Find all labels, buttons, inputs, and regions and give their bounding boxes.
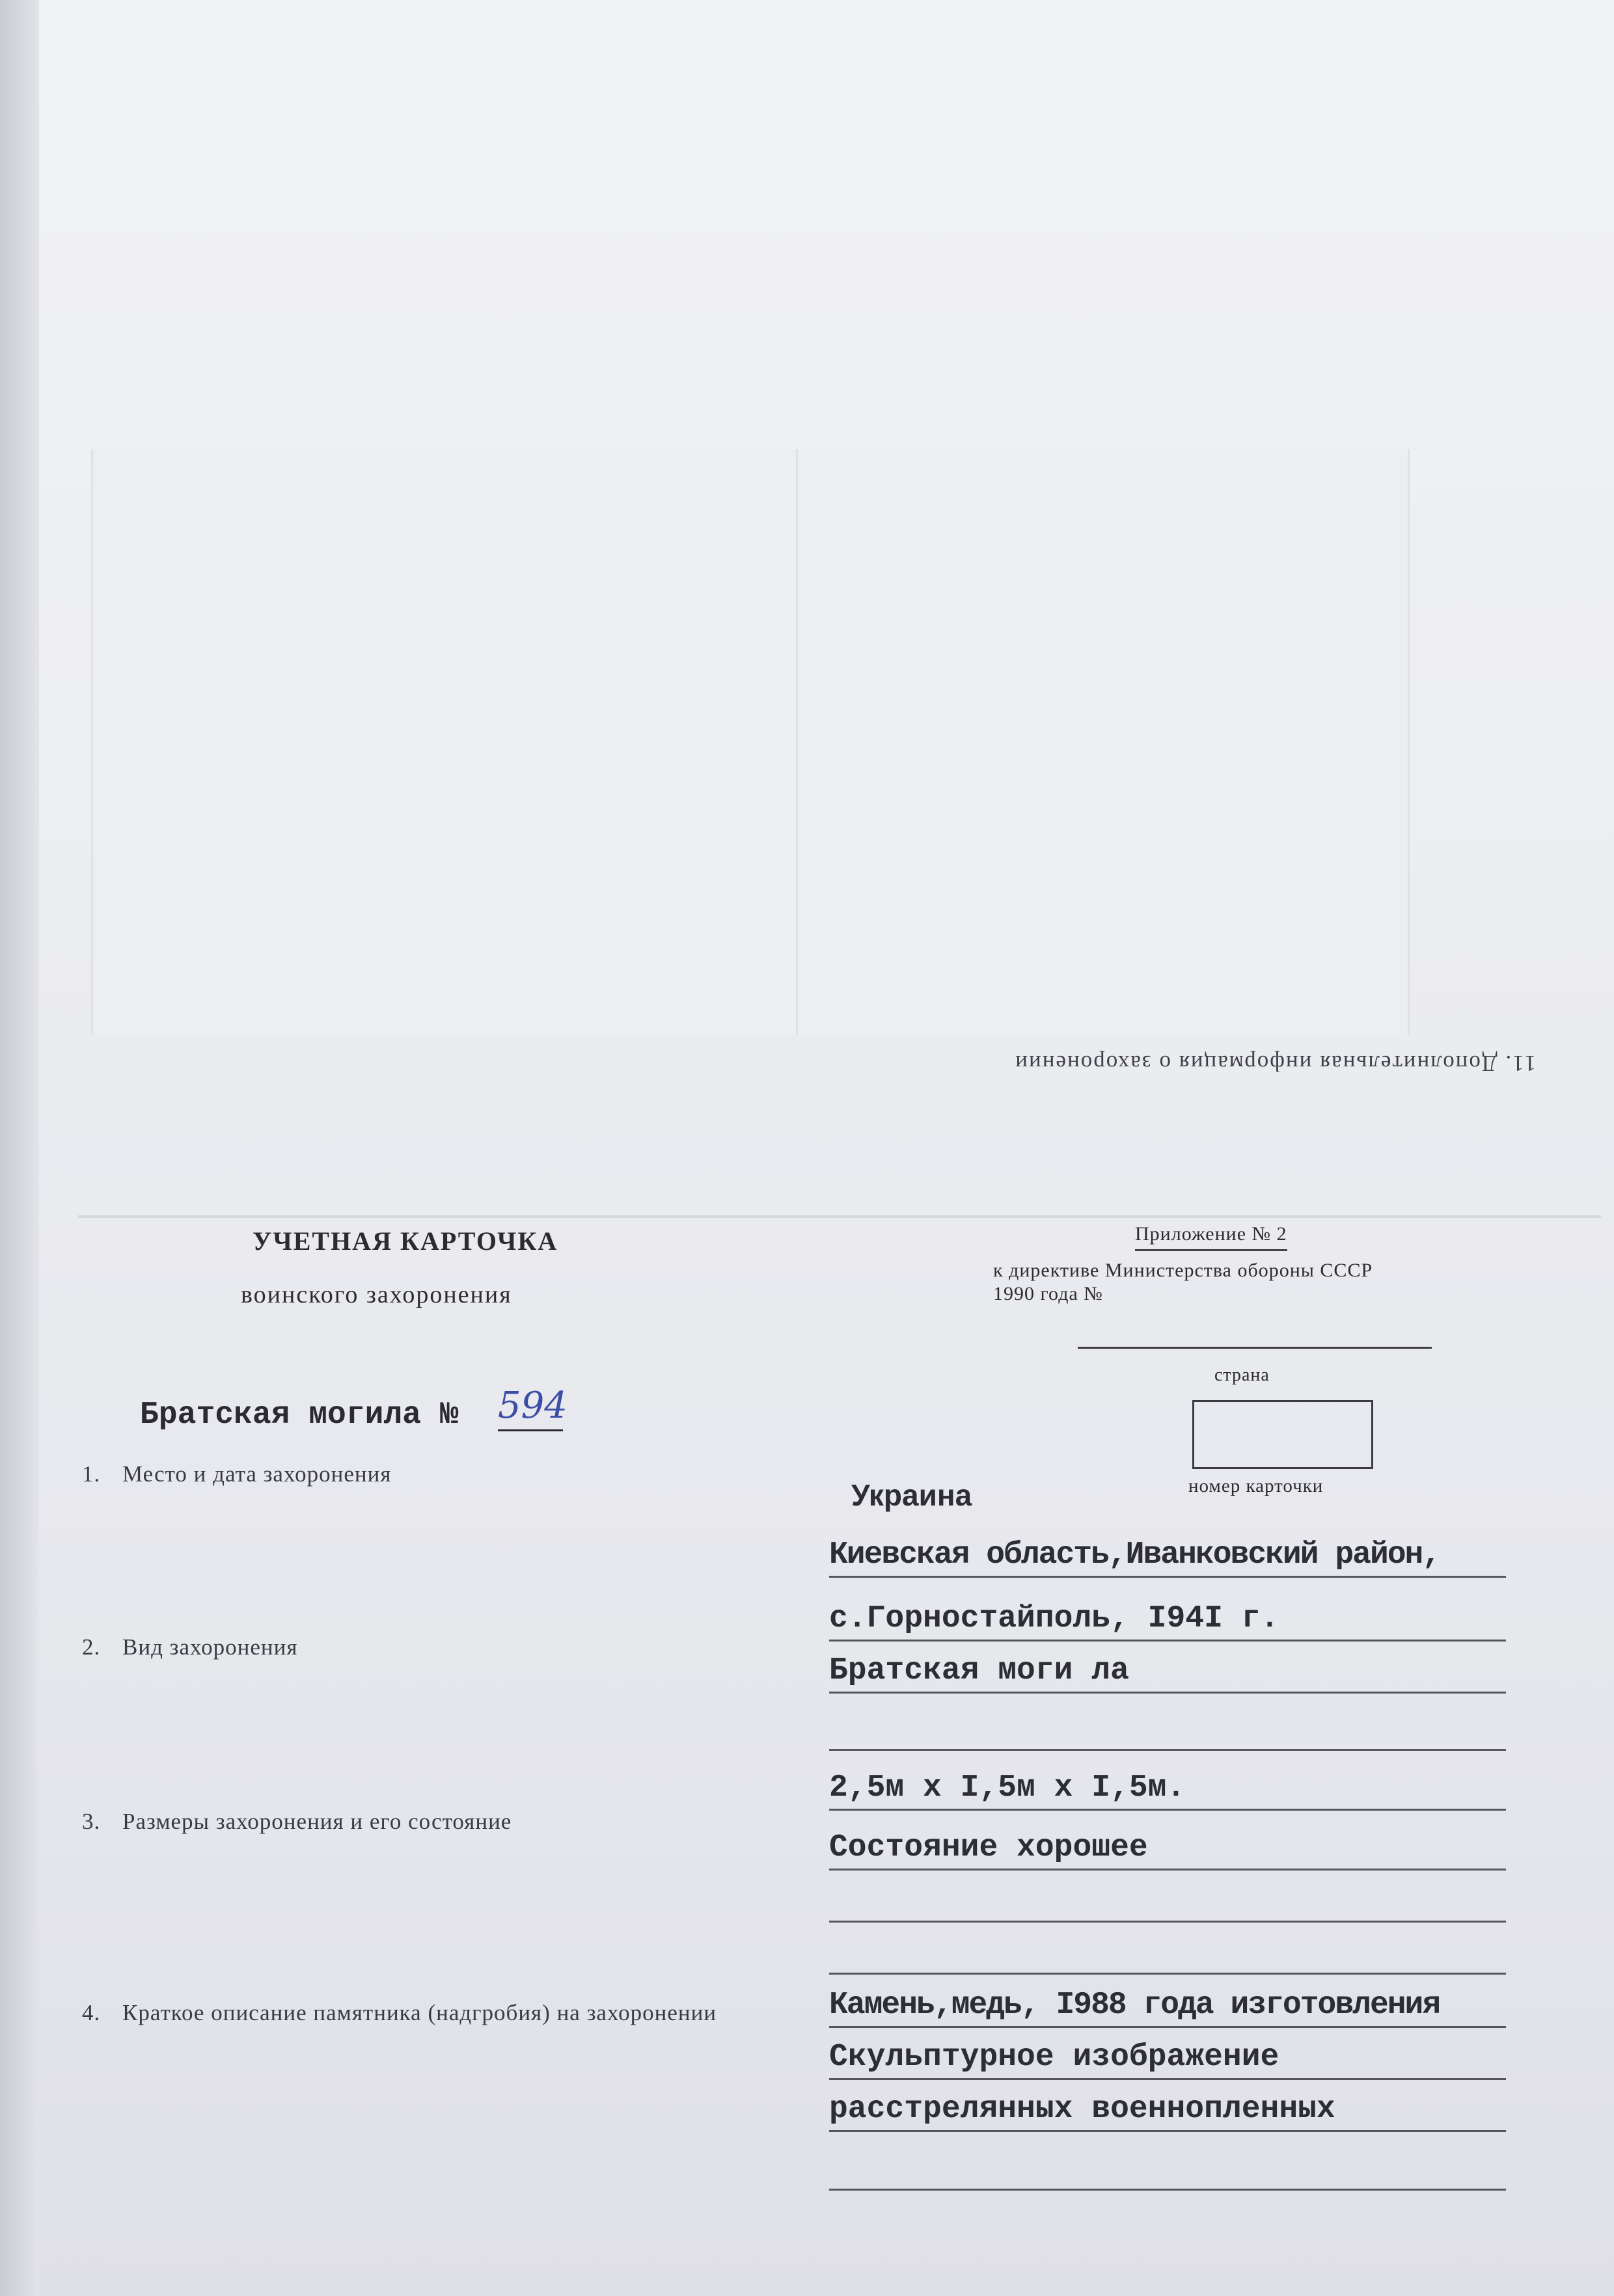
field-4-line-3: расстрелянных военнопленных bbox=[829, 2088, 1506, 2132]
card-title: УЧЕТНАЯ КАРТОЧКА bbox=[253, 1226, 558, 1256]
field-2-line-2 bbox=[829, 1707, 1506, 1751]
field-4-line-1: Камень,медь, I988 года изготовления bbox=[829, 1984, 1506, 2028]
field-3-text: Размеры захоронения и его состояние bbox=[122, 1809, 512, 1834]
field-2-label bbox=[82, 1634, 298, 1660]
country-value: Украина bbox=[851, 1478, 972, 1512]
field-2-line-1: Братская моги ла bbox=[829, 1650, 1506, 1694]
field-1-label bbox=[82, 1461, 391, 1487]
field-3-line-2: Состояние хорошее bbox=[829, 1827, 1506, 1871]
field-2-number: 2. bbox=[82, 1634, 101, 1660]
card-subtitle: воинского захоронения bbox=[241, 1281, 512, 1308]
field-3-line-4 bbox=[829, 1931, 1506, 1975]
field-1-line-2: с.Горностайполь, I94I г. bbox=[829, 1598, 1506, 1641]
field-4-number: 4. bbox=[82, 2000, 101, 2025]
reverse-side-show-through bbox=[91, 449, 1410, 1034]
field-4-line-2: Скульптурное изображение bbox=[829, 2036, 1506, 2080]
grave-number-handwritten: 594 bbox=[498, 1384, 563, 1431]
field-1-text: Место и дата захоронения bbox=[122, 1461, 392, 1487]
field-4-label bbox=[82, 1999, 772, 2027]
fold-line bbox=[78, 1215, 1601, 1218]
reverse-side-heading: 11. Дополнительная информация о захоронении bbox=[1014, 1051, 1536, 1076]
field-1-number: 1. bbox=[82, 1461, 101, 1487]
field-1-line-1: Киевская область,Иванковский район, bbox=[829, 1534, 1506, 1578]
card-number-caption: номер карточки bbox=[1188, 1476, 1324, 1496]
field-3-line-1: 2,5м х I,5м х I,5м. bbox=[829, 1767, 1506, 1811]
grave-type-label: Братская могила № bbox=[140, 1398, 459, 1433]
annex-heading: Приложение № 2 bbox=[1135, 1223, 1287, 1251]
country-field-line bbox=[1078, 1347, 1432, 1349]
card-number-box bbox=[1192, 1400, 1373, 1469]
field-4-line-4 bbox=[829, 2147, 1506, 2191]
field-3-label bbox=[82, 1809, 512, 1835]
field-3-line-3 bbox=[829, 1879, 1506, 1923]
field-4-text: Краткое описание памятника (надгробия) на захоронении bbox=[122, 2000, 717, 2025]
country-caption: страна bbox=[1214, 1365, 1270, 1385]
field-2-text: Вид захоронения bbox=[122, 1634, 298, 1660]
directive-line-2: 1990 года № bbox=[993, 1283, 1103, 1304]
directive-line-1: к директиве Министерства обороны СССР bbox=[993, 1260, 1373, 1281]
field-3-number: 3. bbox=[82, 1809, 101, 1834]
